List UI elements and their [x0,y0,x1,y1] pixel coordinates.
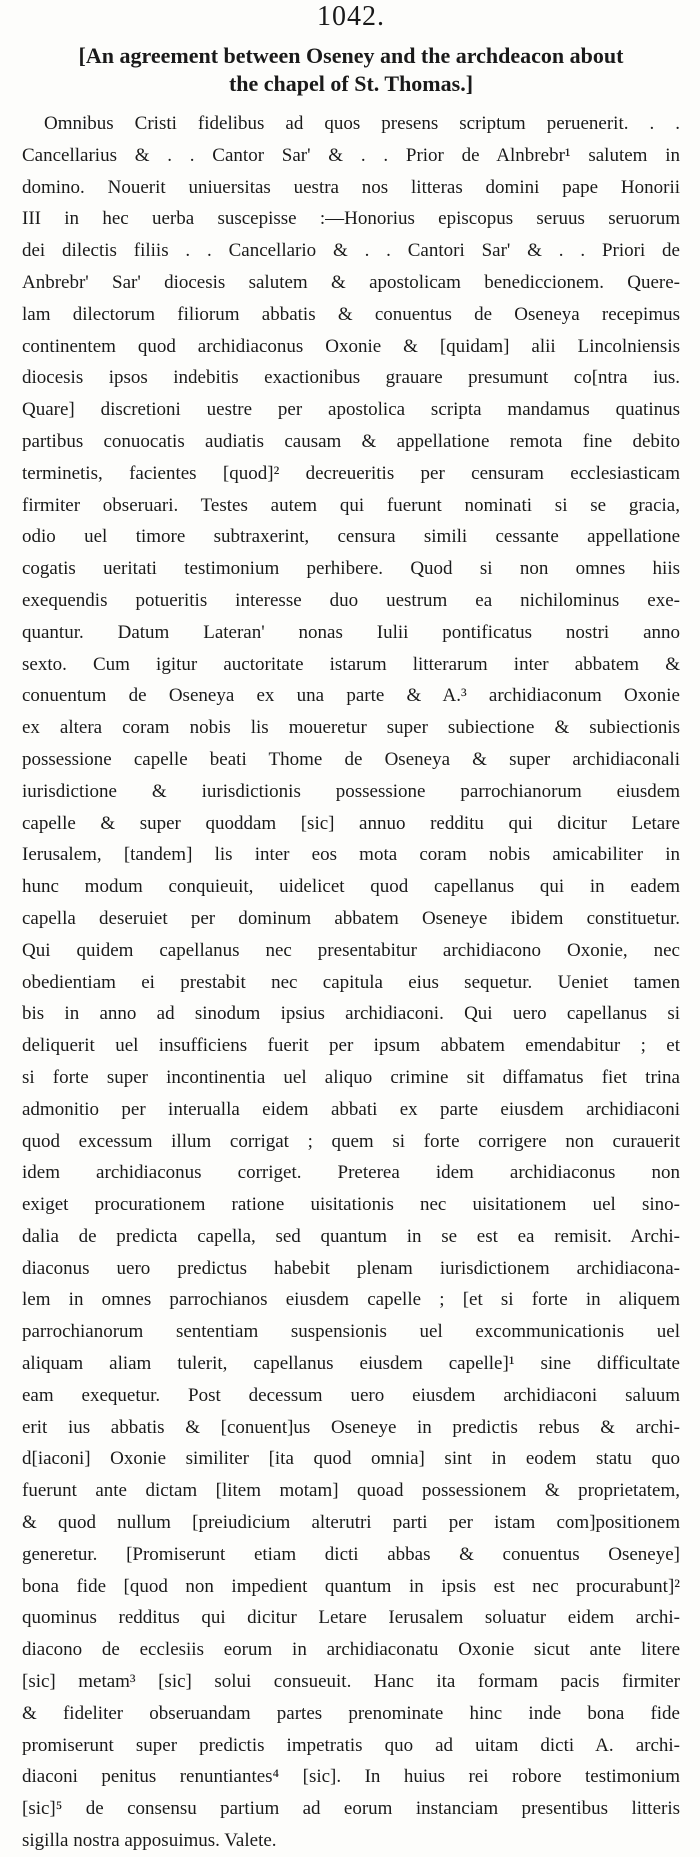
text-line: lam dilectorum filiorum abbatis & conuentus de Oseneya recepimus [22,303,680,325]
text-line: firmiter obseruari. Testes autem qui fuerunt nominati si se gracia, [22,494,680,516]
text-line: lem in omnes parrochianos eiusdem capelle ; [et si forte in aliquem [22,1289,680,1311]
text-line: Omnibus Cristi fidelibus ad quos presens scriptum peruenerit. . . [44,113,680,134]
text-line: quantur. Datum Lateran' nonas Iulii pontificatus nostri anno [22,621,680,643]
text-line: generetur. [Promiserunt etiam dicti abbas & conuentus Oseneye] [22,1543,680,1565]
text-line: erit ius abbatis & [conuent]us Oseneye in predictis rebus & archi- [22,1416,680,1438]
text-line: diocesis ipsos indebitis exactionibus grauare presumunt co[ntra ius. [22,367,680,389]
text-line: partibus conuocatis audiatis causam & appellatione remota fine debito [22,430,680,452]
text-line: continentem quod archidiaconus Oxonie & [quidam] alii Lincolniensis [22,335,680,357]
text-line: Quare] discretioni uestre per apostolica scripta mandamus quatinus [22,399,680,421]
text-line: quominus redditus qui dicitur Letare Ierusalem soluatur eidem archi- [22,1607,680,1629]
text-line: bona fide [quod non impedient quantum in ipsis est nec procurabunt]² [22,1575,680,1597]
document-heading [22,42,680,98]
text-line: odio uel timore subtraxerint, censura simili cessante appellatione [22,526,680,548]
document-body [22,108,680,1857]
text-line: diaconi penitus renuntiantes⁴ [sic]. In huius rei robore testimonium [22,1766,680,1788]
text-line: dei dilectis filiis . . Cancellario & . . Cantori Sar' & . . Priori de [22,240,680,262]
text-line: ex altera coram nobis lis moueretur super subiectione & subiectionis [22,717,680,739]
text-line: conuentum de Oseneya ex una parte & A.³ archidiaconum Oxonie [22,685,680,707]
text-line: admonitio per interualla eidem abbati ex parte eiusdem archidiaconi [22,1098,680,1120]
text-line: sigilla nostra apposuimus. Valete. [22,1830,277,1852]
text-line: Qui quidem capellanus nec presentabitur archidiacono Oxonie, nec [22,939,680,961]
heading-line: [An agreement between Oseney and the archdeacon about [78,43,624,68]
text-line: eam exequetur. Post decessum uero eiusdem archidiaconi saluum [22,1384,680,1406]
text-line: Cancellarius & . . Cantor Sar' & . . Prior de Alnbrebr¹ salutem in [22,144,680,166]
heading-line: the chapel of St. Thomas.] [228,71,474,96]
text-line: cogatis ueritati testimonium perhibere. Quod si non omnes hiis [22,558,680,580]
text-line: possessione capelle beati Thome de Oseneya & super archidiaconali [22,748,680,770]
text-line: terminetis, facientes [quod]² decreueritis per censuram ecclesiasticam [22,462,680,484]
text-line: sexto. Cum igitur auctoritate istarum litterarum inter abbatem & [22,653,680,675]
text-line: domino. Nouerit uniuersitas uestra nos litteras domini pape Honorii [22,176,680,198]
text-line: diaconus uero predictus habebit plenam iurisdictionem archidiacona- [22,1257,680,1279]
text-line: deliquerit uel insufficiens fuerit per ipsum abbatem emendabitur ; et [22,1035,680,1057]
text-line: aliquam aliam tulerit, capellanus eiusdem capelle]¹ sine difficultate [22,1353,680,1375]
text-line: bis in anno ad sinodum ipsius archidiaconi. Qui uero capellanus si [22,1003,680,1025]
text-line: idem archidiaconus corriget. Preterea idem archidiaconus non [22,1162,680,1184]
text-line: promiserunt super predictis impetratis quo ad uitam dicti A. archi- [22,1734,680,1756]
text-line: diacono de ecclesiis eorum in archidiaconatu Oxonie sicut ante litere [22,1639,680,1661]
text-line: fuerunt ante dictam [litem motam] quoad possessionem & proprietatem, [22,1480,680,1502]
text-line: hunc modum conquieuit, uidelicet quod capellanus qui in eadem [22,876,680,898]
text-line: exequendis potueritis interesse duo uestrum ea nichilominus exe- [22,589,680,611]
text-line: parrochianorum sententiam suspensionis uel excommunicationis uel [22,1321,680,1343]
text-line: capelle & super quoddam [sic] annuo redditu qui dicitur Letare [22,812,680,834]
text-line: exiget procurationem ratione uisitationis nec uisitationem uel sino- [22,1194,680,1216]
text-line: obedientiam ei prestabit nec capitula eius sequetur. Ueniet tamen [22,971,680,993]
text-line: [sic]⁵ de consensu partium ad eorum instanciam presentibus litteris [22,1798,680,1820]
text-line: & quod nullum [preiudicium alterutri parti per istam com]positionem [22,1512,680,1534]
text-line: si forte super incontinentia uel aliquo crimine sit diffamatus fiet trina [22,1066,680,1088]
text-line: capella deseruiet per dominum abbatem Oseneye ibidem constituetur. [22,907,680,929]
text-line: iurisdictione & iurisdictionis possessione parrochianorum eiusdem [22,780,680,802]
text-line: dalia de predicta capella, sed quantum in se est ea remisit. Archi- [22,1225,680,1247]
text-line: d[iaconi] Oxonie similiter [ita quod omnia] sint in eodem statu quo [22,1448,680,1470]
text-line: III in hec uerba suscepisse :—Honorius episcopus seruus seruorum [22,208,680,230]
text-line: quod excessum illum corrigat ; quem si forte corrigere non curauerit [22,1130,680,1152]
text-line: & fideliter obseruandam partes prenominate hinc inde bona fide [22,1702,680,1724]
document-number: 1042. [317,1,385,32]
text-line: Anbrebr' Sar' diocesis salutem & apostolicam benediccionem. Quere- [22,271,680,293]
text-line: Ierusalem, [tandem] lis inter eos mota coram nobis amicabiliter in [22,844,680,866]
text-line: [sic] metam³ [sic] solui consueuit. Hanc ita formam pacis firmiter [22,1671,680,1693]
